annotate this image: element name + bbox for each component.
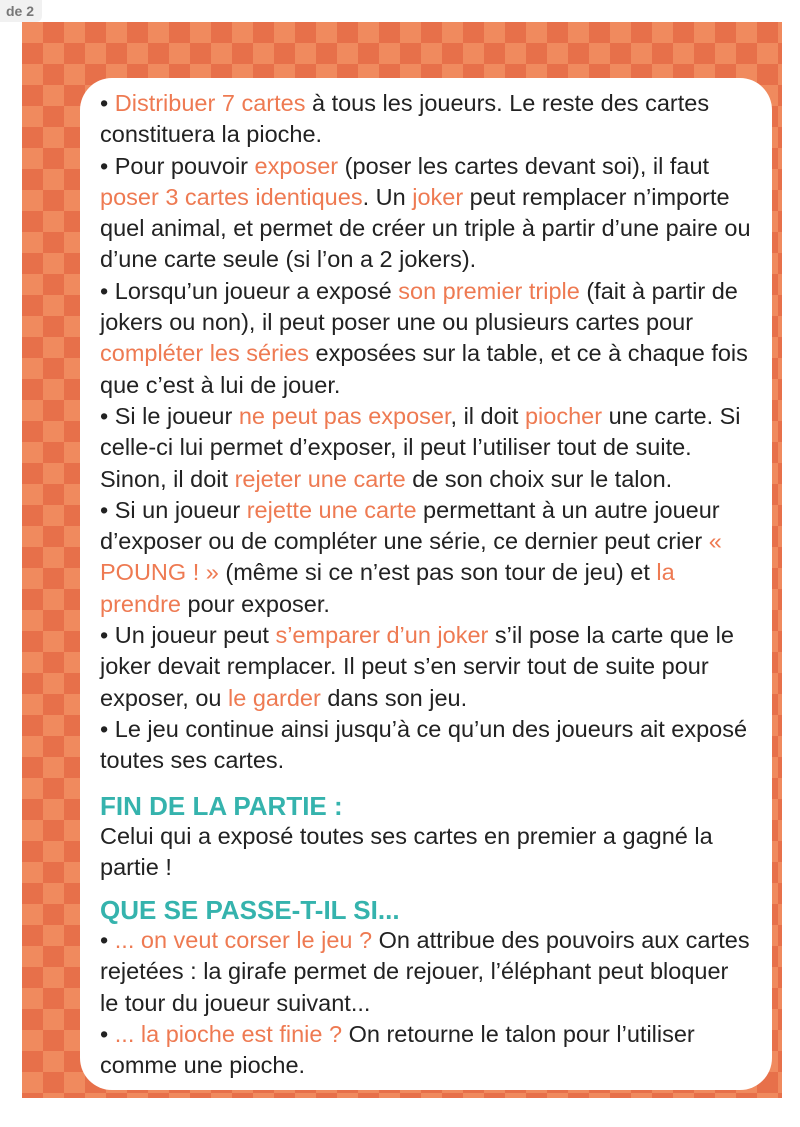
highlighted-term: compléter les séries (100, 340, 309, 367)
highlighted-term: rejeter une carte (234, 465, 406, 492)
highlighted-term: la prendre (100, 559, 675, 617)
what-if-title: QUE SE PASSE-T-IL SI... (100, 895, 400, 926)
highlighted-term: Distribuer 7 cartes (114, 90, 306, 116)
highlighted-term: « POUNG ! » (100, 528, 722, 586)
highlighted-term: piocher (524, 402, 603, 429)
end-of-game-text: Celui qui a exposé toutes ses cartes en premier a gagné la partie ! (100, 822, 713, 880)
rule-text: pour exposer. (181, 590, 330, 617)
rule-paragraph (100, 925, 752, 1019)
highlighted-term: son premier triple (398, 277, 580, 304)
rule-text: (fait à partir de jokers ou non), il peut poser une ou plusieurs cartes pour (100, 277, 738, 336)
rules-card (80, 78, 772, 1090)
highlighted-term: joker (412, 183, 464, 210)
highlighted-term: s’emparer d’un joker (275, 622, 489, 649)
rule-text: • Lorsqu’un joueur a exposé (100, 277, 399, 304)
patterned-frame (22, 22, 782, 1098)
rule-text: exposées sur la table, et ce à chaque fois que c’est à lui de jouer. (100, 340, 748, 398)
rule-text: peut remplacer n’importe quel animal, et permet de créer un triple à partir d’une paire ou d’une carte seule (si l’on a 2 jokers). (100, 183, 751, 273)
rule-text: permettant à un autre joueur d’exposer ou de compléter une série, ce dernier peut crier (100, 496, 720, 555)
rule-text: dans son jeu. (320, 684, 468, 711)
rule-text: • Pour pouvoir (100, 152, 255, 179)
highlighted-term: exposer (254, 152, 339, 179)
rule-text: • Un joueur peut (100, 622, 276, 649)
highlighted-term: ... on veut corser le jeu ? (114, 927, 373, 954)
rule-text: • Si un joueur (100, 496, 247, 523)
rule-text: . Un (362, 183, 413, 210)
rule-text: On attribue des pouvoirs aux cartes rejetées : la girafe permet de rejouer, l’éléphant peut bloquer le tour du joueur suivant... (100, 927, 750, 1016)
rule-text: • Si le joueur (100, 402, 239, 429)
highlighted-term: le garder (228, 684, 321, 711)
rule-paragraph (100, 276, 752, 401)
what-if-list (100, 925, 752, 1081)
rule-paragraph (100, 620, 752, 714)
rule-paragraph (100, 714, 752, 777)
rule-text: • (100, 1021, 115, 1048)
rule-text: une carte. Si celle-ci lui permet d’exposer, il peut l’utiliser tout de suite. Sinon, il doit (100, 402, 741, 492)
rule-text: de son choix sur le talon. (405, 465, 673, 492)
page-tag: de 2 (0, 0, 42, 22)
rule-text: à tous les joueurs. Le reste des cartes constituera la pioche. (100, 90, 710, 148)
rule-text: (même si ce n’est pas son tour de jeu) et (218, 559, 657, 586)
rule-paragraph (100, 88, 752, 151)
highlighted-term: rejette une carte (246, 496, 417, 523)
rule-text: • (100, 90, 115, 116)
highlighted-term: ... la pioche est finie ? (114, 1021, 343, 1048)
rule-text: (poser les cartes devant soi), il faut (338, 152, 710, 179)
rule-paragraph (100, 151, 752, 276)
rule-text: , il doit (450, 402, 525, 429)
rule-paragraph (100, 401, 752, 495)
rules-list (100, 88, 752, 777)
rule-paragraph (100, 1019, 752, 1082)
rule-paragraph (100, 495, 752, 620)
rule-text: s’il pose la carte que le joker devait remplacer. Il peut s’en servir tout de suite pour exposer, ou (100, 622, 734, 711)
highlighted-term: ne peut pas exposer (238, 402, 451, 429)
highlighted-term: poser 3 cartes identiques (100, 183, 363, 210)
rule-text: On retourne le talon pour l’utiliser comme une pioche. (100, 1021, 695, 1079)
rule-text: • (100, 927, 115, 954)
rule-text: • Le jeu continue ainsi jusqu’à ce qu’un des joueurs ait exposé toutes ses cartes. (100, 715, 748, 774)
end-of-game-title: FIN DE LA PARTIE : (100, 790, 343, 821)
